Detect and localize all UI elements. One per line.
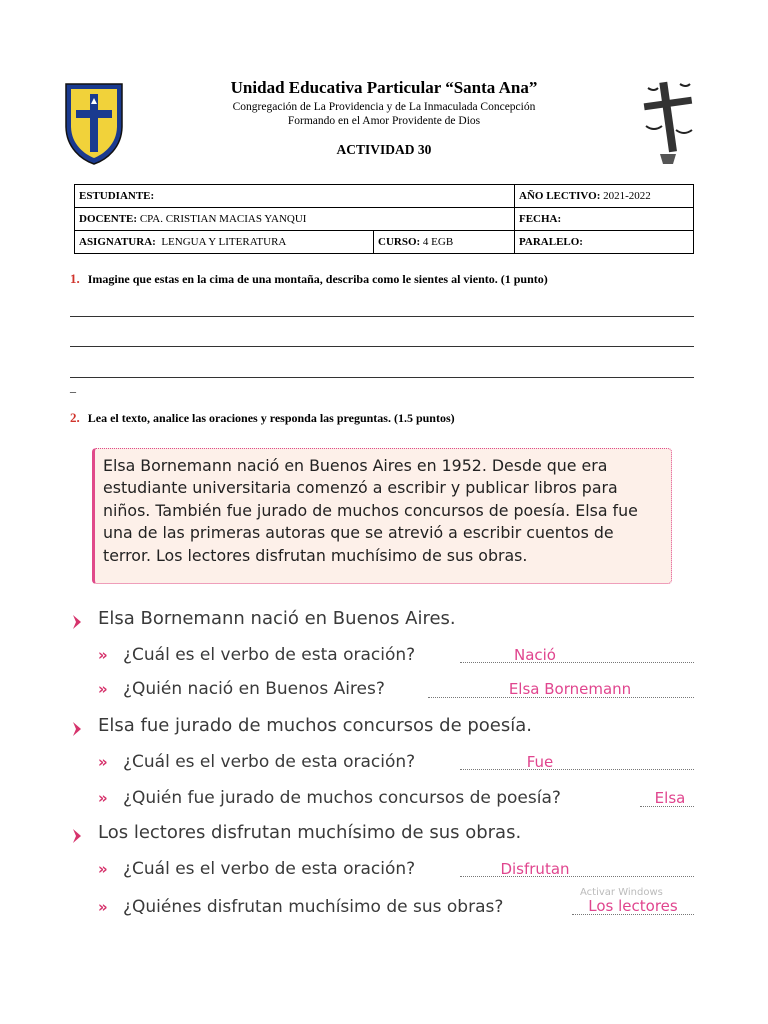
sentence-1: Elsa Bornemann nació en Buenos Aires. [98, 608, 456, 629]
year-cell: AÑO LECTIVO: 2021-2022 [515, 185, 694, 208]
reading-passage [92, 448, 672, 584]
teacher-cell: DOCENTE: CPA. CRISTIAN MACIAS YANQUI [75, 208, 515, 231]
sentence-marker-icon [72, 721, 82, 737]
answer-line-3[interactable] [70, 377, 694, 378]
sentence-marker-icon [72, 614, 82, 630]
windows-watermark: Activar Windows [580, 887, 663, 898]
answer-verb-2: Fue [526, 753, 554, 771]
answer-line-tail: _ [70, 380, 76, 394]
question-2-1: » ¿Cuál es el verbo de esta oración? [98, 752, 416, 772]
answer-subject-2: Elsa [654, 789, 686, 807]
question-3-2: » ¿Quiénes disfrutan muchísimo de sus obras? [98, 897, 504, 917]
question-2: 2. Lea el texto, analice las oraciones y responda las preguntas. (1.5 puntos) [70, 410, 455, 425]
school-name: Unidad Educativa Particular “Santa Ana” [230, 78, 538, 97]
bullet-icon: » [98, 646, 108, 664]
answer-line-1[interactable] [70, 316, 694, 317]
bullet-icon: » [98, 789, 108, 807]
congregation-text: Congregación de La Providencia y de La Inmaculada Concepción [232, 101, 536, 113]
question-1-1: » ¿Cuál es el verbo de esta oración? [98, 645, 416, 665]
student-info-table [74, 184, 694, 254]
student-cell[interactable]: ESTUDIANTE: [75, 185, 515, 208]
bullet-icon: » [98, 680, 108, 698]
bullet-icon: » [98, 753, 108, 771]
question-1-2: » ¿Quién nació en Buenos Aires? [98, 679, 385, 699]
bullet-icon: » [98, 860, 108, 878]
activity-title: ACTIVIDAD 30 [336, 142, 432, 157]
cross-emblem-icon [636, 76, 700, 168]
passage-text: Elsa Bornemann nació en Buenos Aires en 1952. Desde que era estudiante universitaria comenzó a escribir y publicar libros para niños. También fue jurado de muchos concursos de poesía. Elsa fue una de las primeras autoras que se atrevió a escribir cuentos de terror. Los lectores disfrutan muchísimo de sus obras. [103, 456, 638, 565]
course-cell: CURSO: 4 EGB [374, 231, 515, 254]
answer-line-2[interactable] [70, 346, 694, 347]
question-1: 1. Imagine que estas en la cima de una montaña, describa como le sientes al viento. (1 punto) [70, 271, 548, 286]
bullet-icon: » [98, 898, 108, 916]
answer-verb-1: Nació [513, 646, 556, 664]
answer-subject-1: Elsa Bornemann [508, 680, 632, 698]
date-cell[interactable]: FECHA: [515, 208, 694, 231]
parallel-cell[interactable]: PARALELO: [515, 231, 694, 254]
question-3-1: » ¿Cuál es el verbo de esta oración? [98, 859, 416, 879]
subject-cell: ASIGNATURA: LENGUA Y LITERATURA [75, 231, 374, 254]
sentence-3: Los lectores disfrutan muchísimo de sus obras. [98, 822, 522, 843]
question-2-2: » ¿Quién fue jurado de muchos concursos de poesía? [98, 788, 561, 808]
answer-verb-3: Disfrutan [500, 860, 570, 878]
sentence-2: Elsa fue jurado de muchos concursos de poesía. [98, 715, 533, 736]
motto-text: Formando en el Amor Providente de Dios [287, 115, 481, 127]
answer-subject-3: Los lectores [588, 897, 678, 915]
sentence-marker-icon [72, 828, 82, 844]
